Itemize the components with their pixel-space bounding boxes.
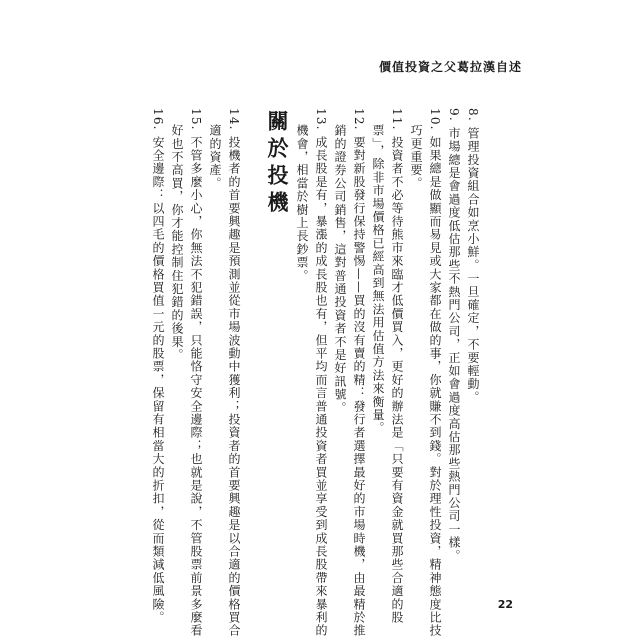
text-column: 14. 投機者的首要興趣是預測並從市場波動中獲利；投資者的首要興趣是以合適的價格買合 — [227, 108, 241, 638]
text-column: 適的資產。 — [208, 124, 222, 190]
text-column: 好也不高買，你才能控制住犯錯的後果。 — [170, 124, 184, 362]
section-heading: 關於投機 — [265, 110, 290, 218]
text-column: 巧更重要。 — [409, 124, 423, 190]
text-column: 9. 市場總是會過度低估那些不熱門公司，正如會過度高估那些熱門公司一樣。 — [447, 108, 461, 563]
text-column: 銷的證券公司銷售，這對普通投資者不是好訊號。 — [333, 124, 347, 415]
text-column: 8. 管理投資組合如烹小鮮。一旦確定，不要輕動。 — [466, 108, 480, 405]
running-header: 價值投資之父葛拉漢自述 — [378, 60, 522, 74]
text-column: 16. 安全邊際：以四毛的價格買值一元的股票，保留有相當大的折扣，從而類減低風險。 — [151, 108, 165, 625]
text-column: 票」，除非市場價格已經高到無法用估值方法來衡量。 — [371, 124, 385, 435]
text-column: 機會，相當於樹上長鈔票。 — [295, 124, 309, 283]
text-column: 12. 要對新股發行保持警惕——買的沒有賣的精：發行者選擇最好的市場時機，由最精於推 — [352, 108, 366, 638]
text-column: 11. 投資者不必等待熊市來臨才低價買入，更好的辦法是「只要有資金就買那些合適的股 — [390, 108, 404, 625]
page-number: 22 — [497, 598, 513, 611]
text-column: 15. 不管多麼小心，你無法不犯錯誤，只能恪守安全邊際；也就是說，不管股票前景多麼看 — [189, 108, 203, 638]
text-column: 13. 成長股是有，暴漲的成長股也有，但平均而言普通投資者買並享受到成長股帶來暴利的 — [314, 108, 328, 638]
text-column: 10. 如果總是做顯而易見或大家都在做的事，你就賺不到錢。對於理性投資，精神態度比技 — [428, 108, 442, 638]
